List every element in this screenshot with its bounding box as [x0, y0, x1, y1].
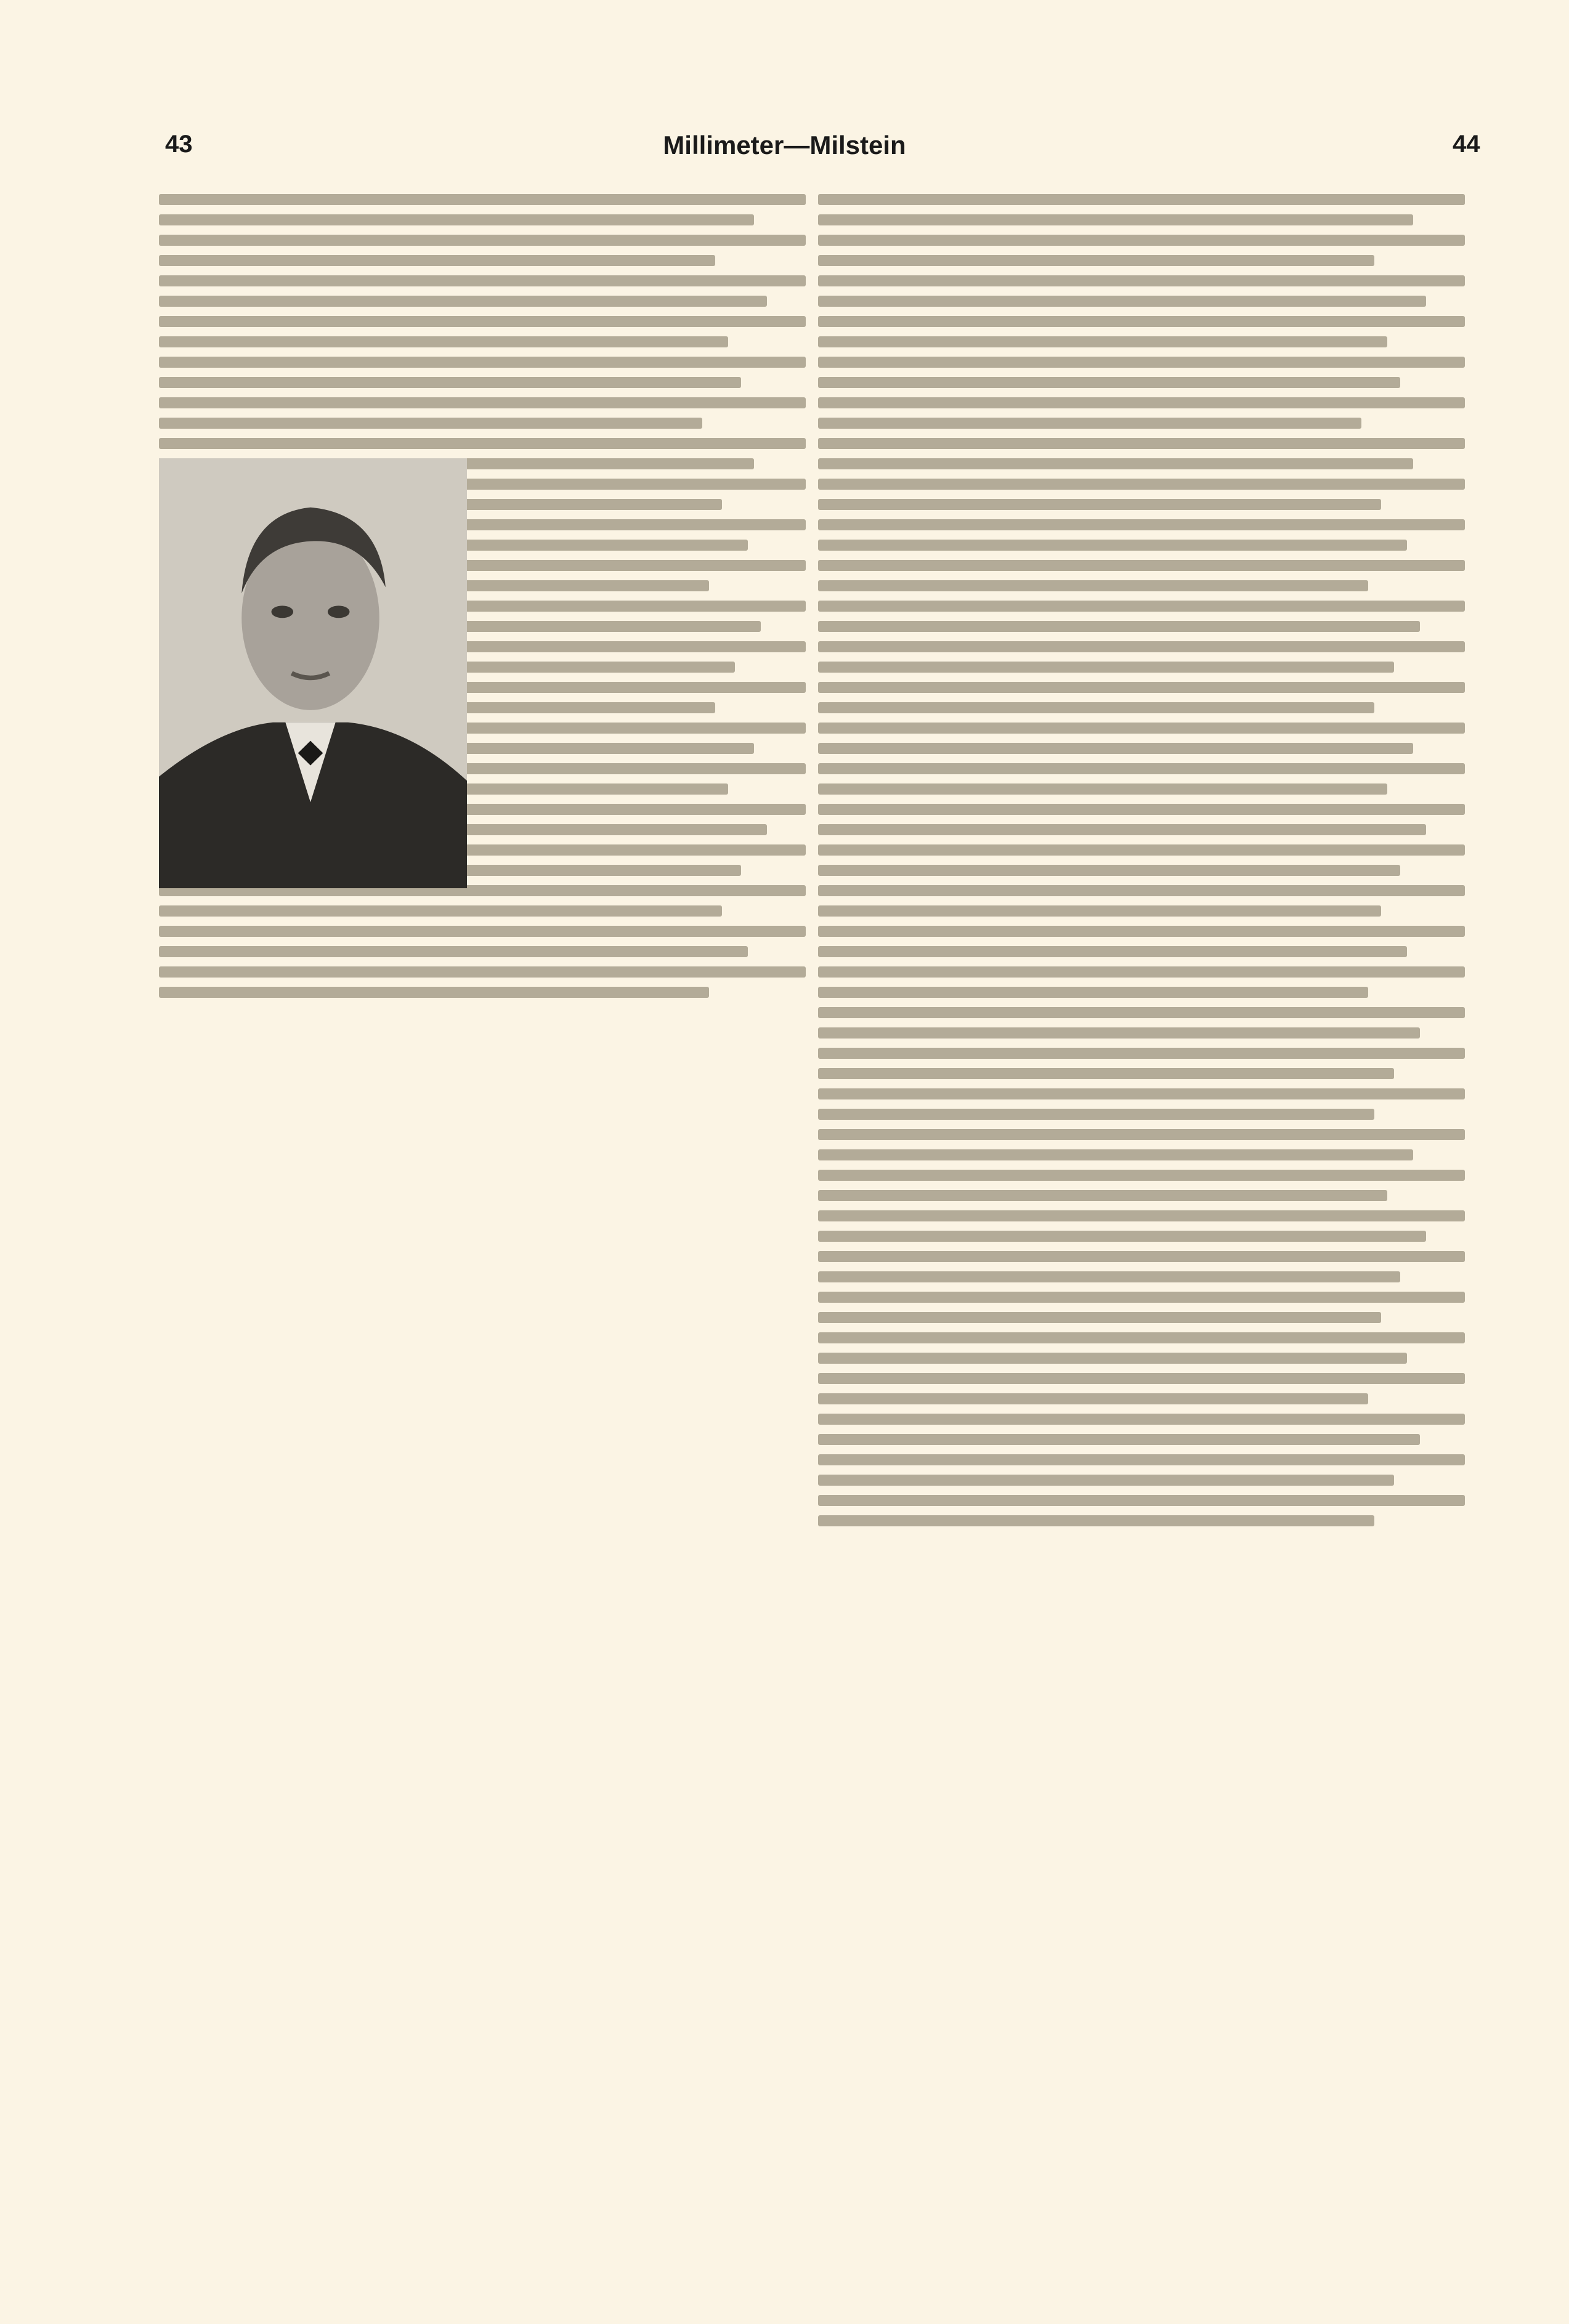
- text-line: [818, 641, 1465, 652]
- right-column: [818, 185, 1465, 2187]
- text-line: [818, 255, 1374, 266]
- text-line: [818, 824, 1426, 835]
- text-line: [818, 1414, 1465, 1425]
- text-line: [818, 235, 1465, 246]
- text-line: [818, 397, 1465, 408]
- text-line: [818, 1007, 1465, 1018]
- text-line: [159, 946, 748, 957]
- page-header: [0, 131, 1569, 170]
- text-line: [818, 438, 1465, 449]
- text-line: [818, 336, 1387, 347]
- text-line: [818, 1109, 1374, 1120]
- text-line: [818, 885, 1465, 896]
- text-line: [818, 1068, 1394, 1079]
- text-line: [159, 438, 806, 449]
- text-line: [818, 1353, 1407, 1364]
- text-line: [818, 1190, 1387, 1201]
- text-line: [818, 621, 1420, 632]
- text-line: [818, 1515, 1374, 1526]
- text-line: [818, 1271, 1400, 1282]
- text-line: [818, 275, 1465, 286]
- running-title: Millimeter—Milstein: [663, 131, 906, 160]
- text-line: [818, 580, 1368, 591]
- text-line: [159, 316, 806, 327]
- text-line: [818, 1210, 1465, 1221]
- text-line: [818, 1149, 1413, 1160]
- text-line: [818, 1312, 1381, 1323]
- text-line: [818, 458, 1413, 469]
- text-line: [818, 905, 1381, 917]
- text-line: [159, 296, 767, 307]
- text-line: [818, 662, 1394, 673]
- text-line: [818, 214, 1413, 225]
- text-line: [818, 1231, 1426, 1242]
- text-line: [818, 723, 1465, 734]
- text-line: [818, 844, 1465, 856]
- portrait-photo: [159, 458, 467, 888]
- text-line: [818, 946, 1407, 957]
- text-line: [159, 905, 722, 917]
- text-line: [159, 214, 754, 225]
- text-line: [818, 540, 1407, 551]
- text-line: [818, 357, 1465, 368]
- text-line: [818, 560, 1465, 571]
- text-line: [159, 926, 806, 937]
- text-line: [818, 1170, 1465, 1181]
- text-line: [818, 1475, 1394, 1486]
- text-line: [818, 1373, 1465, 1384]
- text-line: [818, 418, 1361, 429]
- text-line: [818, 296, 1426, 307]
- text-line: [159, 235, 806, 246]
- text-line: [818, 194, 1465, 205]
- text-line: [818, 743, 1413, 754]
- text-line: [818, 783, 1387, 795]
- text-line: [818, 865, 1400, 876]
- text-line: [818, 1332, 1465, 1343]
- text-line: [818, 1251, 1465, 1262]
- text-line: [818, 499, 1381, 510]
- text-line: [818, 702, 1374, 713]
- page-number-left: 43: [165, 131, 193, 158]
- portrait-silhouette-icon: [159, 458, 467, 888]
- text-line: [159, 336, 728, 347]
- text-line: [818, 601, 1465, 612]
- text-line: [159, 377, 741, 388]
- text-line: [159, 194, 806, 205]
- text-line: [818, 987, 1368, 998]
- text-line: [818, 316, 1465, 327]
- text-line: [159, 255, 715, 266]
- text-line: [818, 1088, 1465, 1099]
- text-line: [159, 418, 702, 429]
- text-line: [818, 1434, 1420, 1445]
- text-line: [818, 1292, 1465, 1303]
- text-line: [159, 397, 806, 408]
- text-line: [818, 377, 1400, 388]
- left-column: [159, 185, 806, 2187]
- layout-spacer: [159, 185, 160, 451]
- page-number-right: 44: [1453, 131, 1480, 158]
- text-line: [818, 1048, 1465, 1059]
- text-line: [818, 1495, 1465, 1506]
- text-line: [818, 1129, 1465, 1140]
- text-line: [159, 275, 806, 286]
- text-line: [818, 1393, 1368, 1404]
- text-line: [818, 804, 1465, 815]
- text-line: [818, 763, 1465, 774]
- text-line: [818, 1454, 1465, 1465]
- text-line: [818, 966, 1465, 978]
- text-line: [159, 357, 806, 368]
- text-line: [818, 519, 1465, 530]
- text-line: [818, 479, 1465, 490]
- text-line: [159, 987, 709, 998]
- text-line: [818, 926, 1465, 937]
- text-line: [818, 682, 1465, 693]
- text-line: [159, 966, 806, 978]
- text-line: [818, 1027, 1420, 1039]
